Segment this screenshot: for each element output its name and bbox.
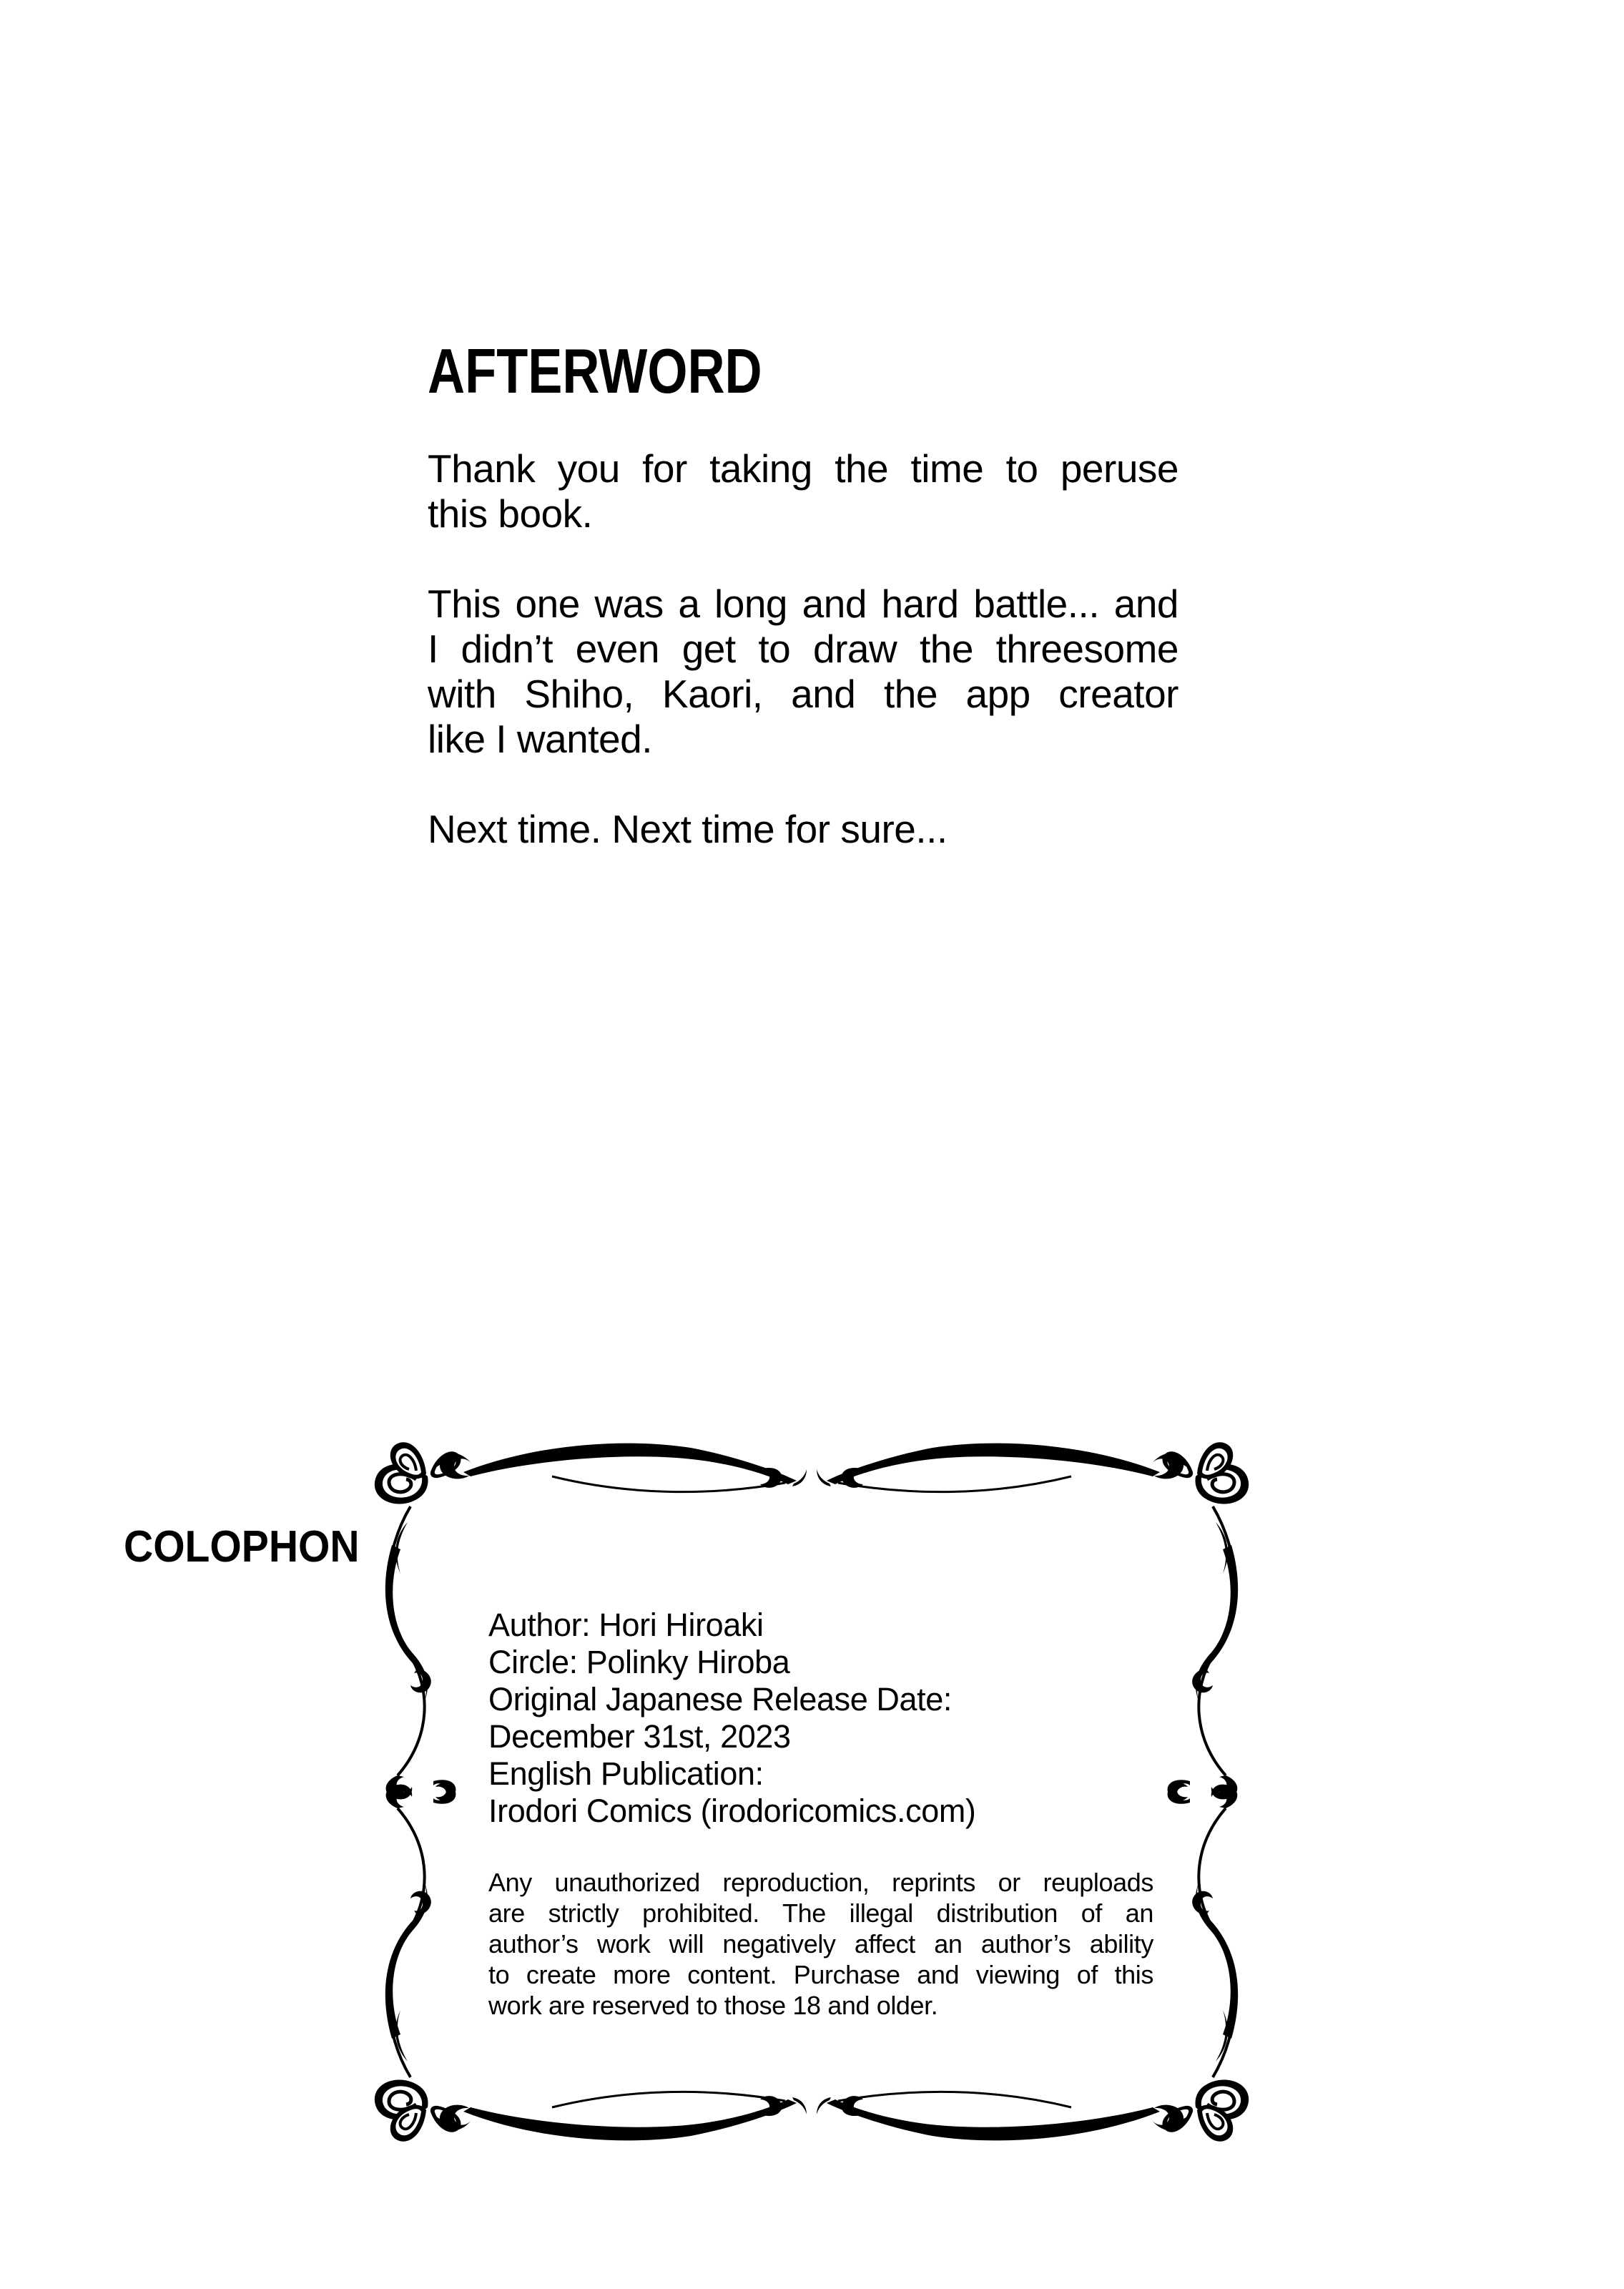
colophon-detail-line: Author: Hori Hiroaki bbox=[488, 1607, 764, 1643]
legal-line: are strictly prohibited. The illegal distribution of an bbox=[488, 1898, 1153, 1928]
paragraph-line: with Shiho, Kaori, and the app creator bbox=[428, 672, 1178, 716]
afterword-paragraph bbox=[428, 446, 1178, 536]
paragraph-line: Next time. Next time for sure... bbox=[428, 807, 948, 851]
colophon-title: COLOPHON bbox=[124, 1522, 360, 1572]
afterword-paragraph bbox=[428, 582, 1178, 762]
paragraph-line: this book. bbox=[428, 491, 593, 536]
legal-line: Any unauthorized reproduction, reprints or reuploads bbox=[488, 1868, 1153, 1897]
legal-line: to create more content. Purchase and viewing of this bbox=[488, 1960, 1153, 1989]
colophon-detail-line: Original Japanese Release Date: bbox=[488, 1681, 952, 1717]
colophon-detail-line: Circle: Polinky Hiroba bbox=[488, 1644, 790, 1680]
afterword-paragraph bbox=[428, 807, 1178, 852]
paragraph-line: This one was a long and hard battle... and bbox=[428, 582, 1178, 626]
colophon-detail-line: December 31st, 2023 bbox=[488, 1718, 791, 1755]
paragraph-line: like I wanted. bbox=[428, 717, 653, 761]
afterword-title: AFTERWORD bbox=[428, 335, 762, 406]
legal-line: work are reserved to those 18 and older. bbox=[488, 1991, 938, 2020]
colophon-detail-line: English Publication: bbox=[488, 1755, 764, 1792]
afterword-section bbox=[428, 335, 1178, 897]
colophon-details bbox=[488, 1607, 1168, 1830]
paragraph-line: Thank you for taking the time to peruse bbox=[428, 446, 1178, 491]
colophon-detail-line: Irodori Comics (irodoricomics.com) bbox=[488, 1793, 976, 1829]
legal-line: author’s work will negatively affect an author’s ability bbox=[488, 1929, 1153, 1959]
paragraph-line: I didn’t even get to draw the threesome bbox=[428, 627, 1178, 671]
colophon-legal-text bbox=[488, 1867, 1153, 2021]
